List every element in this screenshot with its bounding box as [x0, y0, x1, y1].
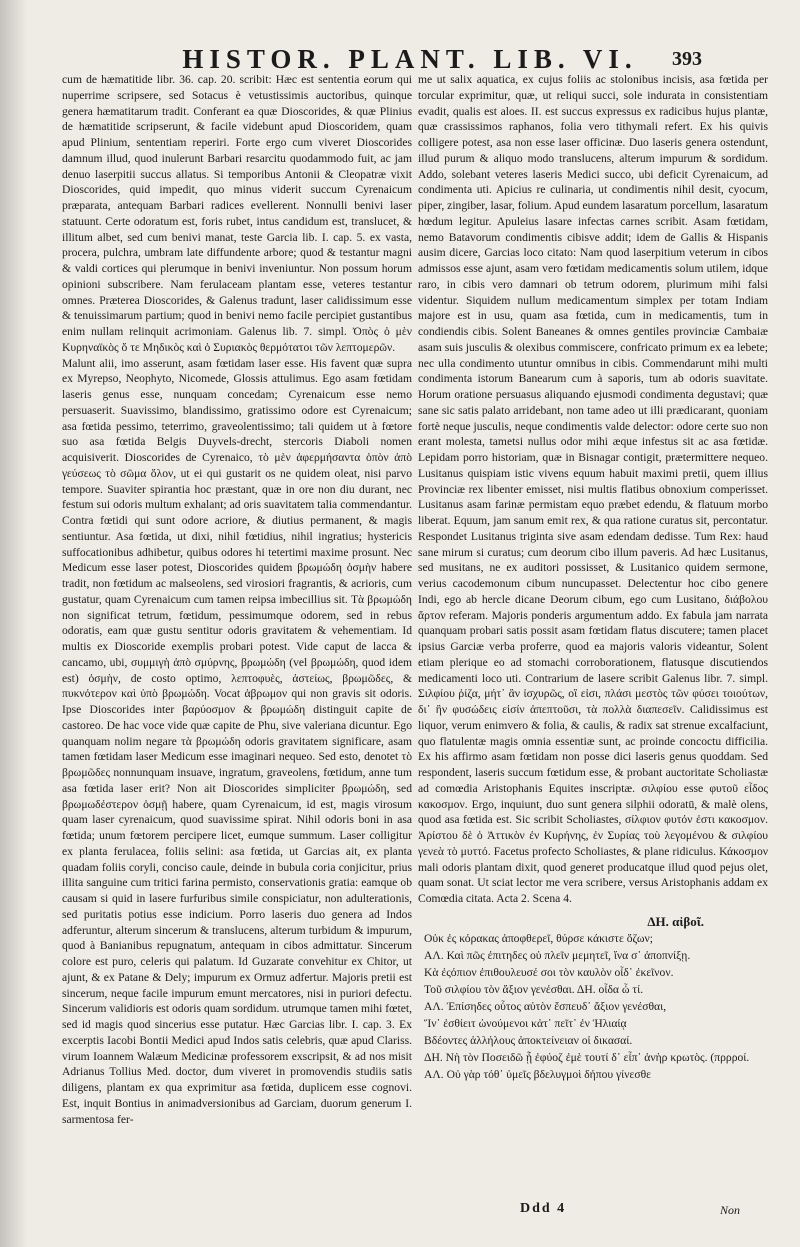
verse-line: ΑΛ. Ἐπίσηδες οὗτος αὐτὸν ἔσπευδ᾽ ἄξιον γενέσθαι,	[424, 999, 667, 1013]
page-number: 393	[672, 48, 702, 70]
left-column	[62, 72, 412, 1200]
left-paragraph-2: Malunt alii, imo asserunt, asam fœtidam laser esse. His favent quæ supra ex Myrepso, Neophyto, Nicomede, Glossis attulimus. Ego asam fœtidam laseris genus esse, nunquam concedam; Cyrenaicum esse nemo persuaserit. Suavissimo, blandissimo, gratissimo odore est Cyrenaicum; asa fœtida pessimo, teterrimo, graveolentissimo; tali quidem ut à fœtore suo asa fœtida Belgis Duyvels-drecht, stercoris Diaboli nomen acquisiverit. Dioscorides de Cyrenaico, τὸ μὲν ἀφερμήσαντα ὁπὸν ἀπὸ γεύσεως τὸ σῶμα ὅλον, ut ei qui gustarit os ne quidem oleat, nisi parvo tempore. Suaviter spirantia hoc præstant, quæ in ore non diu durant, nec festum sui odoris multum exhalant; ad oris suavitatem talia commendantur. Contra fœtidi qui sunt odore acriore, & diutius permanent, & magis sentiuntur. Asa fœtida, ut dixi, nihil fœtidius, nihil ingratius; hystericis suffocationibus adhibetur, quibus odores hi tetertimi maxime prosunt. Nec Medicum esse laser potest, Dioscorides quidem βρωμώδη ὀσμὴν habere tradit, non fœtidum ac malseolens, sed virosiori fragrantis, & acrioris, cum gustatur, quam Cyrenaicum cum tamen reipsa imbecillius sit. Τὰ βρωμώδη non significat tetrum, fœtidum, pessimumque odorem, sed in rebus odoratis, eam quæ gustu sentitur odoris gravitatem & vehementiam. Id multis ex Dioscoride exemplis probari potest. Vide caput de lacca & cancamo, ubi, συμμιγὴ ἀπὸ σμύρνης, βρωμώδη (vel βρωμώδη, quod idem est) ὀσμὴν, de costo optimo, λεπτοφυὲς, ἀστείως, βρωμῶδες, & πυκνότερον καὶ ὑπὸ βρωμώδη. Vocat ἀβρωμον qui non gravis sit odoris. Ipse Dioscorides inter βαρύοσμον & βρωμώδη distinguit capite de castoreo. De hac voce vide quæ capite de Phu, sive valeriana dicuntur. Ego quanquam nolim negare τὰ βρωμώδη odoris gravitatem significare, asam tamen fœtidam laser Medicum esse imaginari nequeo. Sed esto, denotet τὸ βρωμῶδες nonnunquam insuave, ingratum, graveolens, fœtidum, anne tum asa fœtida laser erit? Non ait Dioscorides simpliciter βρωμώδη, sed βρωμωδέστερον ὀσμῇ habere, quam Cyrenaicum, id est, magis virosum quam laser cyrenaicum, quod suavissime spirat. Nihil odoris boni in asa fœtida; unum fœtorem percipere licet, eumque summum. Laser colligitur ex planta ferulacea, foliis selini: asa fœtida, ut Garcias ait, ex planta quadam foliis coryli, conciso caule, deinde in bubula coria conjicitur, prius illita sanguine cum tritici farina permisto, conservationis gratia: eamque ob causam si quid in lasere furfuribus simile conspiciatur, non adulterationis, sed puritatis potius esse indicium. Porro laseris duo genera ad Indos adferuntur, alterum sincerum & translucens, alterum turbidum & impurum, quod à Banianibus repugnatum, antequam in cibos admittatur. Sincerum colore est puro, celeris qui palatum. Id Guzarate convehitur ex Chitor, ut ajunt, & ex Patane & Dely; impurum ex Ormuz adfertur. Majoris pretii est sincerum, neque facile impurum emunt mercatores, nisi in puriori defectu. Sincerum validioris est odoris quam sordidum. utrumque tamen mihi fœtet, sed id magis quod sincerius esse putatur. Hæc Garcias libr. I. cap. 3. Ex excerptis Iacobi Bontii Medici apud Indos satis celebris, quæ apud Clariss. virum Ioannem Walæum Medicinæ professorem exscripsit, & ad nos misit Adrianus Tollius Med. doctor, dum viveret in promovendis studiis satis diligens, plantam ex qua exprimitur asa fœtida, duplicem esse cognovi. Est, inquit Bontius in animadversionibus ad Garciam, duorum generum I. sarmentosa fer-	[62, 356, 412, 1126]
verse-line: ΑΛ. Καὶ πῶς ἐπιτηδες οὐ πλεῖν μεμητεῖ, ἵνα σ᾽ ἀποπνίξῃ.	[424, 948, 691, 962]
right-column	[418, 72, 768, 1200]
verse-line: ΔΗ. Νὴ τὸν Ποσειδῶ ᾗ ἐφύοζ ἐμὲ τουτί δ᾽ εἶπ᾽ ἀνὴρ κρωτὸς. (πρρροί.	[424, 1050, 750, 1064]
left-paragraph-1: cum de hæmatitide libr. 36. cap. 20. scribit: Hæc est sententia eorum qui nuperrime scripsere, sed Sotacus è vetustissimis auctoribus, quinque genera hæmatitarum tradit. Conferant ea quæ Dioscorides, & quæ Plinius de hæmatitide scripserunt, & facile videbunt apud Dioscoridem, quam apud Plinium, sententiam reperiri. Forte ergo cum viveret Dioscorides damnum illud, quod inulerunt Barbari resarcitu quodammodo fuit, ac jam denuo laserpitii succus allatus. Si temporibus Antonii & Cleopatræ vixit Dioscorides, quid impedit, quo minus viderit succum Cyrenaicum præparata, antequam Barbari radices evellerent. Nonnulli benivi laser statuunt. Certe odoratum est, foris rubet, intus candidum est, translucet, & illitum albet, sed cum benivi manat, teste Garcia lib. I. cap. 5. ex vasta, procera, pulchra, umbram late diffundente arbore; quod & testantur magni & valdi cortices qui plerumque in benivi inveniuntur. Non possum horum opinioni subscribere. Nam ferulaceam plantam esse, veteres testantur omnes. Præterea Dioscorides, & Galenus tradunt, laser calidissimum esse & tenuissimarum partium; quod in benivi nemo facile percipiet gustantibus enim nullam relinquit acrimoniam. Galenus lib. 7. simpl. Ὀπὸς ὁ μὲν Κυρηναϊκὸς ὅ τε Μηδικὸς καὶ ὁ Συριακὸς θερμότατοι τῶν λεπτομερῶν.	[62, 73, 412, 354]
right-paragraph-1: me ut salix aquatica, ex cujus foliis ac stolonibus incisis, asa fœtida per torcular exprimitur, quæ, ut reliqui succi, sole indurata in consistentiam evadit, qualis est aloes. II. est succus expressus ex radicibus hujus plantæ, quæ crassissimos raphanos, folia vero tithymali refert. Ex his quivis colligere potest, asa non esse laser officinæ. Duo laseris genera ostendunt, illud purum & aliquo modo translucens, alterum impurum & sordidum. Addo, solebant veteres laseris Medici succo, ubi deficit Cyrenaicum, ad condimenta uti. Apicius re culinaria, ut condimentis nihil desit, cyocum, piper, zingiber, lasar, folium. Apud eundem lasaratum porcellum, lasaratum hœdum legitur. Apuleius lasare infectas carnes scribit. Asam fœtidam, nemo Batavorum condimentis cibisve addit; idem de Gallis & Hispanis ausim dicere, Garcias loco citato: Nam quod laserpitium veterum in cibos admissos esse ajunt, asam vero fœtidam medicamentis solum utilem, idque raro, in cibis vero damnari ob tetrum odorem, plurimum mihi falsi videntur. Siquidem nullum medicamentum simplex per totam Indiam majore est in usu, quam asa fœtida, cum in medicamentis, tum in condiendis cibis. Solent Baneanes & omnes gentiles provinciæ Cambaiæ asam suis jusculis & olexibus commiscere, confricato primum ex ea lebete; nec ulla condimento utuntur omnibus in cibis. Commendarunt mihi multi condimenta istorum Banearum cum à saporis, tum ab odoris suavitate. Horum oratione persuasus aliquando ejusmodi condimenta degustavi; quæ sane sic satis palato arridebant, non tame adeo ut illi prædicarant, quoniam fortè neque jusculis, neque condimentis valde delector: odore certe suo non erant molesta, tametsi nullus odor mihi æque infestus sit ac asa fœtidæ. Lepidam porro historiam, quæ in Bisnagar contigit, prætermittere nequeo. Lusitanus quispiam istic vivens equum habuit maximi pretii, quem illius Provinciæ rex libenter emisset, nisi multis flatibus obnoxium comperisset. Lusitanus asam farinæ permistam equo præbet edendu, & flatuum morbo liberat. Equum, jam sanum emit rex, & qua ratione curatus sit, percontatur. Respondet Lusitanus triginta sive asam edendam dedisse. Tum Rex: haud sane mirum si curatus; cum deorum cibo illum paveris. Ad hæc Lusitanus, sed musitans, ne ex auditori possisset, & Lusitanico quidem sermone, verius cacodemonum cibum nuncupasset. Delectentur hoc cibo genere Indi, ego ab hercle dicane Deorum cibum, ego cum Lusitano, διάβολου ἄρτον referam. Majoris ponderis argumentum addo. Ex fabula jam narrata quanquam probari satis possit asam fœtidam flatus discutere; tamen placet ipsius Garciæ verba proferre, quod ea majoris valoris videantur, Solent etiam plerique eo ad stomachi corroborationem, flatusque discutiendos medicamenti loco uti. Contrarium de lasere scribit Galenus libr. 7. simpl. Σιλφίου ῥίζα, μήτ᾽ ἂν ἰσχυρῶς, οἳ εἰσι, πλάσι μεστὸς τῶν φύσει τοιούτων, δι᾽ ἣν φυσώδεις εἰσίν ἀπεπτοῦσι, τὰ πολλὰ διαπεσεῖν. Calidissimus est liquor, verum enimvero & folia, & caulis, & radix sat strenue excalfaciunt, quo flatulentæ magis omnia essentiæ sunt, ac proinde concoctu difficilia. Ex his affirmo asam fœtidam non posse dici laseris genus quoddam. Sed respondent, laseris succum fœtidum esse, & probant auctoritate Scholiastæ ad comœdia Aristophanis Equites inscriptæ. σιλφίου esse φυτοῦ εἶδος κακοσμον. Ergo, inquiunt, duo sunt genera silphii odoratū, & malè olens, quod asa fœtida est. Sic scribit Scholiastes, σίλφιον φυτόν ἐστι κακοσμον. Ἀρίστου δὲ ὁ Ἀττικὸν ἐν Κυρήνης, ἐν Συρίας τοὺ λεγομένου & σιλφίου γενεὰ τὸ μυττό. Facetus profecto Scholiastes, & plane ridiculus. Κάκοσμον mali odoris plantam dixit, quod generet producatque illud quod pejus olet, quam sonat. Ut sciat lector me vera scribere, versus Aristophanis addam ex Comœdia citata. Acta 2. Scena 4.	[418, 73, 768, 905]
aristophanes-quote	[418, 913, 768, 1083]
verse-line: Τοῦ σιλφίου τὸν ἄξιον γενέσθαι. ΔΗ. οἶδα ὦ τί.	[424, 982, 644, 996]
signature-mark: Ddd 4	[520, 1201, 567, 1216]
verse-line: Κὰ ἐςόπιον ἐπιθουλευσέ σοι τὸν καυλὸν οἶδ᾽ ἐκεῖνον.	[424, 965, 674, 979]
verse-line: ΑΛ. Οὐ γὰρ τόθ᾽ ὑμεῖς βδελυγμοὶ δήπου γίνεσθε	[424, 1067, 652, 1081]
catchword: Non	[720, 1203, 741, 1217]
verse-line: Βδέοντες ἀλλήλους ἀποκτείνειαν οἱ δικασαί.	[424, 1033, 633, 1047]
speaker-heading: ΔΗ. αἰβοῖ.	[647, 913, 704, 929]
verse-line: Ἵν᾽ ἐσθίειτ ὠνούμενοι κἀτ᾽ πεῖτ᾽ ἐν Ἡλιαίᾳ	[424, 1016, 627, 1030]
binding-shadow	[0, 0, 28, 1247]
running-head: HISTOR. PLANT. LIB. VI.	[182, 44, 638, 74]
verse-line: Οὐκ ἐς κόρακας ἀποφθερεῖ, θύρσε κάκιστε ὄζων;	[424, 931, 653, 945]
